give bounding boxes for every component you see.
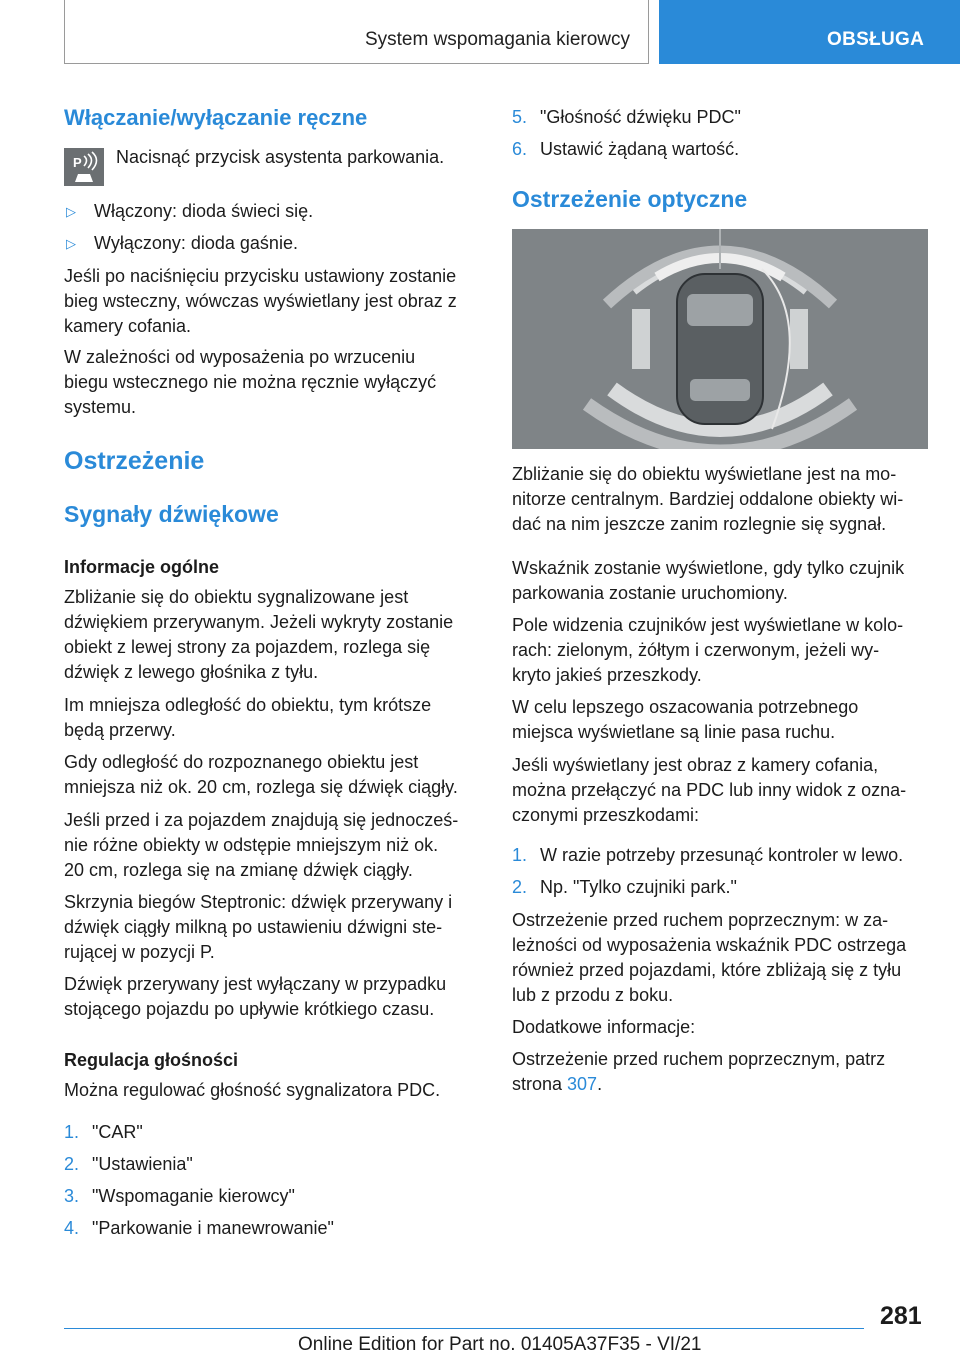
svg-text:P: P <box>73 155 82 170</box>
text-cross-3: również przed pojazdami, które zbliżają się z tyłu <box>512 960 902 980</box>
step-text: "CAR" <box>92 1122 143 1142</box>
step-number: 2. <box>64 1154 80 1174</box>
text-cross-1: Ostrzeżenie przed ruchem poprzecznym: w za‐ <box>512 910 889 930</box>
step-number: 4. <box>64 1218 80 1238</box>
text-reverse-2: bieg wsteczny, wówczas wyświetlany jest obraz z <box>64 291 457 311</box>
ref-end: . <box>597 1074 603 1094</box>
text-additional: Dodatkowe informacje: <box>512 1017 696 1037</box>
footer-edition: Online Edition for Part no. 01405A37F35 - VI/21 <box>298 1334 702 1355</box>
heading-sound-signals: Sygnały dźwiękowe <box>64 501 279 527</box>
text-approach-2: nitorze centralnym. Bardziej oddalone obiekty wi‐ <box>512 489 904 509</box>
ref-prefix: strona <box>512 1074 568 1094</box>
text-equipment-2: biegu wstecznego nie można ręcznie wyłączyć <box>64 372 437 392</box>
text-cross-4: lub z przodu z boku. <box>512 985 674 1005</box>
text-both-3: 20 cm, rozlega się na zmianę dźwięk ciągły. <box>64 860 413 880</box>
text-reverse-1: Jeśli po naciśnięciu przycisku ustawiony zostanie <box>64 266 457 286</box>
text-stationary-2: stojącego pojazdu po upływie krótkiego czasu. <box>64 999 435 1019</box>
text-general-2: dźwiękiem przerywanym. Jeżeli wykryty zostanie <box>64 612 454 632</box>
text-camera-2: można przełączyć na PDC lub inny widok z ozna‐ <box>512 780 907 800</box>
step-number: 1. <box>64 1122 80 1142</box>
section-title: System wspomagania kierowcy <box>364 29 630 50</box>
text-press-button: Nacisnąć przycisk asystenta parkowania. <box>116 147 445 167</box>
bullet-off: Wyłączony: dioda gaśnie. <box>94 233 298 253</box>
text-general-3: obiekt z lewej strony za pojazdem, rozlega się <box>64 637 431 657</box>
pdc-display-image <box>512 229 928 449</box>
text-both-1: Jeśli przed i za pojazdem znajdują się jednocześ‐ <box>64 810 459 830</box>
text-field-3: kryto jakieś przeszkody. <box>512 665 702 685</box>
bullet-triangle-icon: ▷ <box>66 204 76 219</box>
subheading-general: Informacje ogólne <box>64 557 220 577</box>
heading-warning: Ostrzeżenie <box>64 447 205 475</box>
text-camera-3: czonymi przeszkodami: <box>512 805 700 825</box>
text-approach-1: Zbliżanie się do obiektu wyświetlane jest na mo‐ <box>512 464 897 484</box>
step-number: 3. <box>64 1186 80 1206</box>
step-number: 1. <box>512 845 528 865</box>
footer-rule <box>64 1328 864 1329</box>
text-cross-2: leżności od wyposażenia wskaźnik PDC ostrzega <box>512 935 907 955</box>
page-link-307[interactable]: 307 <box>567 1074 598 1094</box>
text-distance-1: Im mniejsza odległość do obiektu, tym krótsze <box>64 695 432 715</box>
text-lines-1: W celu lepszego oszacowania potrzebnego <box>512 697 859 717</box>
step-text: "Głośność dźwięku PDC" <box>540 107 741 127</box>
text-stationary-1: Dźwięk przerywany jest wyłączany w przypadku <box>64 974 447 994</box>
text-general-1: Zbliżanie się do obiektu sygnalizowane jest <box>64 587 409 607</box>
text-ref-1: Ostrzeżenie przed ruchem poprzecznym, patrz <box>512 1049 886 1069</box>
text-camera-1: Jeśli wyświetlany jest obraz z kamery cofania, <box>512 755 879 775</box>
text-indicator-1: Wskaźnik zostanie wyświetlone, gdy tylko czujnik <box>512 558 905 578</box>
step-text: Ustawić żądaną wartość. <box>540 139 740 159</box>
bullet-triangle-icon: ▷ <box>66 236 76 251</box>
step-number: 2. <box>512 877 528 897</box>
text-continuous-2: mniejsza niż ok. 20 cm, rozlega się dźwięk ciągły. <box>64 777 458 797</box>
heading-optical-warning: Ostrzeżenie optyczne <box>512 186 748 212</box>
parking-assist-button-icon <box>64 148 104 186</box>
step-number: 6. <box>512 139 528 159</box>
step-text: W razie potrzeby przesunąć kontroler w lewo. <box>540 845 904 865</box>
subheading-volume: Regulacja głośności <box>64 1050 239 1070</box>
text-indicator-2: parkowania zostanie uruchomiony. <box>512 583 788 603</box>
text-both-2: nie różne obiekty w odstępie mniejszym niż ok. <box>64 835 439 855</box>
page-number: 281 <box>880 1302 922 1330</box>
text-equipment-1: W zależności od wyposażenia po wrzuceniu <box>64 347 416 367</box>
text-volume: Można regulować głośność sygnalizatora PDC. <box>64 1080 441 1100</box>
text-lines-2: miejsca wyświetlane są linie pasa ruchu. <box>512 722 836 742</box>
text-field-1: Pole widzenia czujników jest wyświetlane w kolo‐ <box>512 615 904 635</box>
step-text: "Parkowanie i manewrowanie" <box>92 1218 334 1238</box>
step-text: Np. "Tylko czujniki park." <box>540 877 737 897</box>
text-approach-3: dać na nim jeszcze zanim rozlegnie się sygnał. <box>512 514 887 534</box>
bullet-on: Włączony: dioda świeci się. <box>94 201 314 221</box>
text-general-4: dźwięk z lewego głośnika z tyłu. <box>64 662 319 682</box>
step-text: "Wspomaganie kierowcy" <box>92 1186 295 1206</box>
chapter-tab: OBSŁUGA <box>659 0 960 64</box>
text-ref-2 <box>512 1072 602 1098</box>
text-field-2: rach: zielonym, żółtym i czerwonym, jeżeli wy‐ <box>512 640 880 660</box>
text-distance-2: będą przerwy. <box>64 720 176 740</box>
step-text: "Ustawienia" <box>92 1154 193 1174</box>
step-number: 5. <box>512 107 528 127</box>
text-continuous-1: Gdy odległość do rozpoznanego obiektu jest <box>64 752 419 772</box>
text-steptronic-1: Skrzynia biegów Steptronic: dźwięk przerywany i <box>64 892 453 912</box>
text-steptronic-2: dźwięk ciągły milkną po ustawieniu dźwigni ste‐ <box>64 917 443 937</box>
text-reverse-3: kamery cofania. <box>64 316 192 336</box>
heading-manual: Włączanie/wyłączanie ręczne <box>64 105 368 130</box>
header-box <box>64 0 649 64</box>
text-steptronic-3: rującej w pozycji P. <box>64 942 215 962</box>
text-equipment-3: systemu. <box>64 397 137 417</box>
